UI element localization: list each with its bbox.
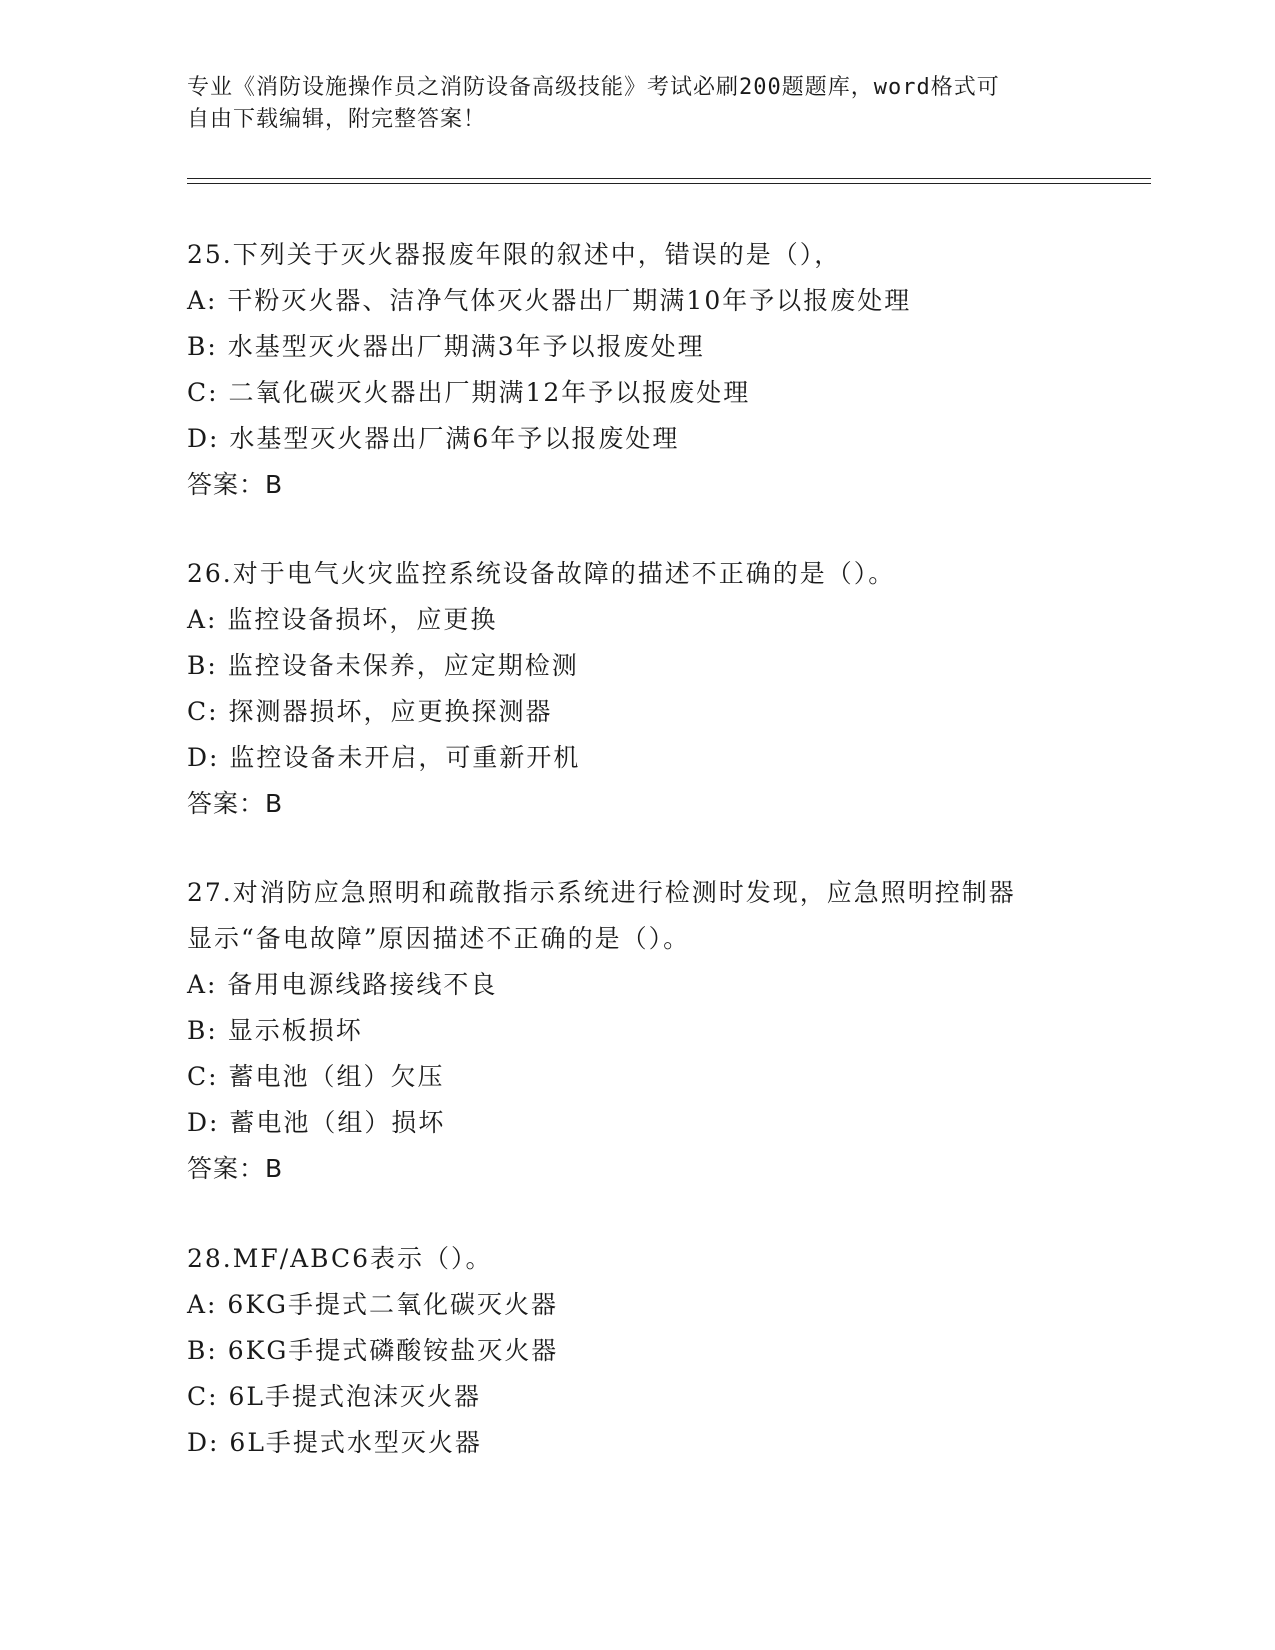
option-d: D: 监控设备未开启，可重新开机 <box>187 743 581 772</box>
option-a: A: 监控设备损坏，应更换 <box>187 605 498 634</box>
answer-line: 答案：B <box>187 1154 284 1183</box>
question-25 <box>187 232 1087 508</box>
option-a: A: 备用电源线路接线不良 <box>187 970 498 999</box>
header-divider-bottom <box>187 183 1151 184</box>
document-header <box>187 72 1067 136</box>
option-d: D: 蓄电池（组）损坏 <box>187 1108 446 1137</box>
option-b: B: 监控设备未保养，应定期检测 <box>187 651 579 680</box>
header-line-2: 自由下载编辑，附完整答案！ <box>187 107 487 132</box>
question-stem: 26.对于电气火灾监控系统设备故障的描述不正确的是（）。 <box>187 559 896 588</box>
question-28 <box>187 1236 1087 1466</box>
option-c: C: 探测器损坏，应更换探测器 <box>187 697 553 726</box>
header-line-1: 专业《消防设施操作员之消防设备高级技能》考试必刷200题题库，word格式可 <box>187 75 1000 100</box>
question-stem: 25.下列关于灭火器报废年限的叙述中，错误的是（）， <box>187 240 842 269</box>
option-b: B: 6KG手提式磷酸铵盐灭火器 <box>187 1336 559 1365</box>
option-b: B: 显示板损坏 <box>187 1016 363 1045</box>
option-d: D: 6L手提式水型灭火器 <box>187 1428 482 1457</box>
option-a: A: 干粉灭火器、洁净气体灭火器出厂期满10年予以报废处理 <box>187 286 912 315</box>
answer-line: 答案：B <box>187 470 284 499</box>
question-26 <box>187 551 1087 827</box>
question-stem-line-2: 显示“备电故障”原因描述不正确的是（）。 <box>187 924 691 953</box>
option-a: A: 6KG手提式二氧化碳灭火器 <box>187 1290 558 1319</box>
question-stem-line-1: 27.对消防应急照明和疏散指示系统进行检测时发现，应急照明控制器 <box>187 878 1016 907</box>
question-stem: 28.MF/ABC6表示（）。 <box>187 1244 493 1273</box>
option-c: C: 蓄电池（组）欠压 <box>187 1062 445 1091</box>
option-c: C: 6L手提式泡沫灭火器 <box>187 1382 482 1411</box>
question-27 <box>187 870 1087 1192</box>
option-d: D: 水基型灭火器出厂满6年予以报废处理 <box>187 424 680 453</box>
answer-line: 答案：B <box>187 789 284 818</box>
option-c: C: 二氧化碳灭火器出厂期满12年予以报废处理 <box>187 378 751 407</box>
option-b: B: 水基型灭火器出厂期满3年予以报废处理 <box>187 332 705 361</box>
header-divider-top <box>187 178 1151 179</box>
